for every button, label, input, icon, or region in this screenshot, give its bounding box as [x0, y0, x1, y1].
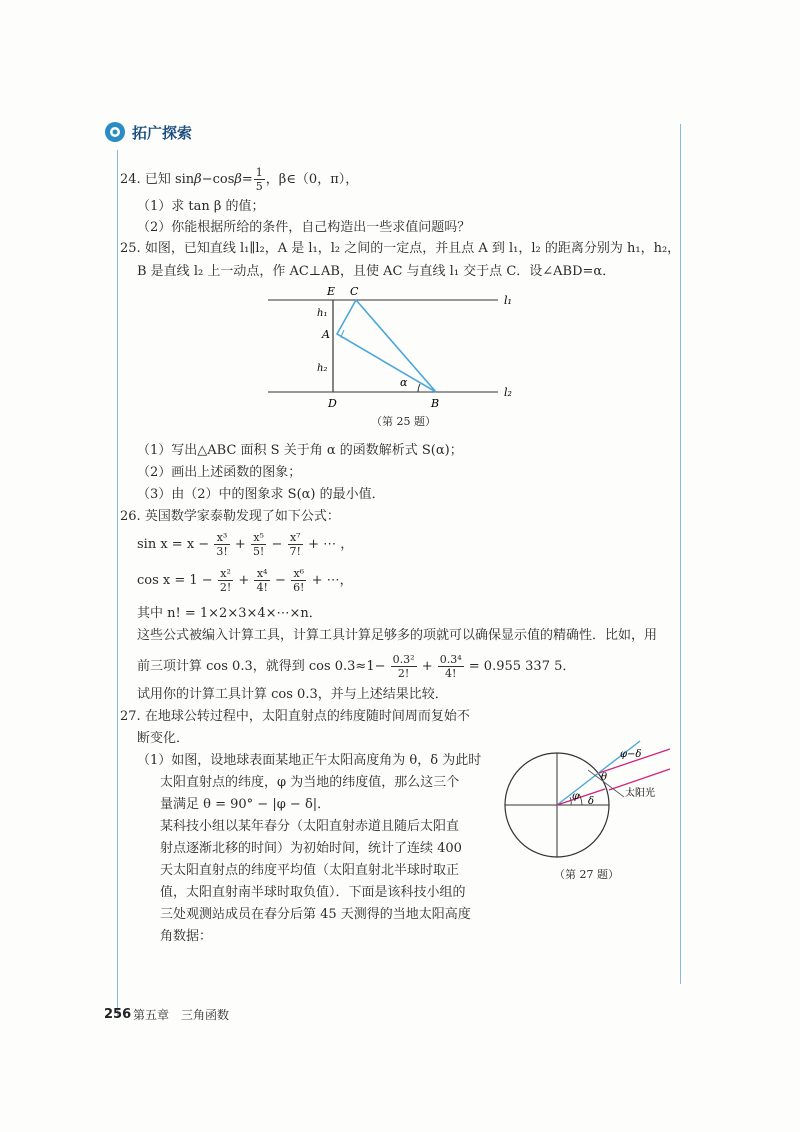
problem-25-q3: （3）由（2）中的图象求 S(α) 的最小值． — [137, 487, 385, 502]
factorial-definition: 其中 n! = 1×2×3×4×⋯×n． — [137, 606, 322, 621]
problem-27-q1-line: 射点逐渐北移的时间）为初始时间，统计了连续 400 — [160, 841, 462, 856]
fig25-label-l2: l₂ — [504, 386, 512, 399]
fig25-label-h1: h₁ — [317, 308, 328, 319]
section-logo-icon — [104, 121, 126, 143]
fig25-label-h2: h₂ — [317, 363, 328, 374]
problem-26-text3: 试用你的计算工具计算 cos 0.3，并与上述结果比较． — [137, 687, 448, 702]
taylor-sin-formula: sin x = x − $\frac{\text{x³}}{3!}$ + $\frac{\text{x⁵}}{5!}$ − $\frac{\text{x⁷}}{7!}$ + ⋯ ， — [137, 531, 354, 558]
fig25-label-D: D — [328, 397, 337, 410]
problem-24-q1: （1）求 tan β 的值； — [137, 199, 265, 214]
section-title: 拓广探索 — [132, 124, 193, 142]
problem-25-line2: B 是直线 l₂ 上一动点，作 AC⊥AB，且使 AC 与直线 l₁ 交于点 C．设∠ABD=α． — [137, 264, 616, 279]
problem-25-line1: 25. 如图，已知直线 l₁∥l₂，A 是 l₁，l₂ 之间的一定点，并且点 A 到 l₁，l₂ 的距离分别为 h₁，h₂， — [120, 241, 681, 256]
page-number: 256 — [104, 1007, 132, 1022]
problem-26-intro: 26. 英国数学家泰勒发现了如下公式： — [120, 509, 340, 524]
fig27-label-sunlight: 太阳光 — [625, 788, 655, 799]
fig25-label-B: B — [431, 397, 440, 410]
problem-27-q1-line: 天太阳直射点的纬度平均值（太阳直射北半球时取正 — [160, 863, 460, 878]
fig25-label-A: A — [322, 328, 330, 341]
problem-26-text1: 这些公式被编入计算工具，计算工具计算足够多的项就可以确保显示值的精确性．比如，用 — [137, 628, 658, 643]
problem-25-q2: （2）画出上述函数的图象； — [137, 465, 302, 480]
figure-27 — [500, 735, 680, 865]
problem-26-text2: 前三项计算 cos 0.3，就得到 cos 0.3≈1− $\frac{\text{0.3²}}{2!}$ + $\frac{\text{0.3⁴}}{4!}$ = 0.955 337 5． — [137, 653, 576, 680]
fig25-label-alpha: α — [400, 376, 408, 389]
problem-27-q1-line: 量满足 θ = 90° − |φ − δ|． — [160, 797, 331, 812]
fig27-label-phi-minus-delta: φ−δ — [620, 749, 642, 760]
chapter-label: 第五章 三角函数 — [133, 1008, 230, 1022]
fig27-label-phi: φ — [572, 791, 580, 802]
taylor-cos-formula: cos x = 1 − $\frac{\text{x²}}{2!}$ + $\frac{\text{x⁴}}{4!}$ − $\frac{\text{x⁶}}{6!}$ + ⋯， — [137, 567, 353, 594]
problem-27-q1-line: 某科技小组以某年春分（太阳直射赤道且随后太阳直 — [160, 819, 460, 834]
fig25-label-l1: l₁ — [504, 294, 512, 307]
problem-27-q1-line: （1）如图，设地球表面某地正午太阳高度角为 θ，δ 为此时 — [137, 753, 482, 768]
fig27-label-delta: δ — [588, 796, 595, 807]
problem-24-stem: 24. 已知 sinβ−cosβ= $\frac{1}{5}$ ，β∈（0，π）， — [120, 166, 359, 193]
problem-27-q1-line: 三处观测站成员在春分后第 45 天测得的当地太阳高度 — [160, 907, 471, 922]
problem-27-line1: 27. 在地球公转过程中，太阳直射点的纬度随时间周而复始不 — [120, 709, 470, 724]
problem-27-line2: 断变化． — [137, 731, 190, 746]
fig25-label-E: E — [327, 285, 336, 298]
problem-25-q1: （1）写出△ABC 面积 S 关于角 α 的函数解析式 S(α)； — [137, 443, 463, 458]
figure-27-caption: （第 27 题） — [554, 868, 619, 881]
problem-27-q1-line: 太阳直射点的纬度，φ 为当地的纬度值，那么这三个 — [160, 775, 460, 790]
figure-25 — [268, 285, 528, 410]
fig25-label-C: C — [350, 285, 359, 298]
problem-27-q1-line: 值，太阳直射南半球时取负值）．下面是该科技小组的 — [160, 885, 466, 900]
left-margin-line — [117, 150, 118, 1018]
problem-24-q2: （2）你能根据所给的条件，自己构造出一些求值问题吗？ — [137, 220, 471, 235]
fig27-label-theta: θ — [601, 772, 608, 783]
problem-27-q1-line: 角数据： — [160, 929, 213, 944]
figure-25-caption: （第 25 题） — [371, 415, 436, 428]
